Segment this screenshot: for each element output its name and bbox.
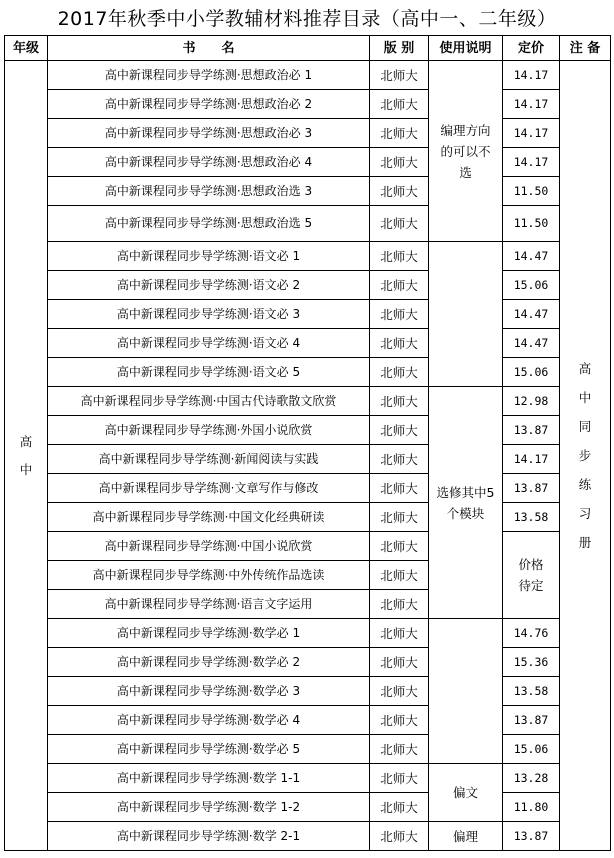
price-cell: 13.58 bbox=[503, 503, 560, 532]
book-name-cell: 高中新课程同步导学练测·外国小说欣赏 bbox=[48, 416, 370, 445]
table-row bbox=[5, 706, 611, 735]
table-row bbox=[5, 329, 611, 358]
usage-note-text: 选修其中5个模块 bbox=[436, 484, 495, 521]
price-cell: 14.47 bbox=[503, 242, 560, 271]
book-name-cell: 高中新课程同步导学练测·思想政治选 3 bbox=[48, 177, 370, 206]
price-cell: 11.80 bbox=[503, 793, 560, 822]
remarks-char: 同 bbox=[578, 419, 592, 434]
usage-note-2 bbox=[429, 387, 503, 619]
edition-cell: 北师大 bbox=[370, 503, 429, 532]
edition-cell: 北师大 bbox=[370, 119, 429, 148]
table-row bbox=[5, 793, 611, 822]
table-row bbox=[5, 242, 611, 271]
edition-cell: 北师大 bbox=[370, 619, 429, 648]
table-row bbox=[5, 177, 611, 206]
book-name-cell: 高中新课程同步导学练测·思想政治必 1 bbox=[48, 61, 370, 90]
price-cell: 14.17 bbox=[503, 445, 560, 474]
book-name-cell: 高中新课程同步导学练测·数学必 5 bbox=[48, 735, 370, 764]
header-price: 定价 bbox=[503, 36, 560, 61]
table-row bbox=[5, 764, 611, 793]
edition-cell: 北师大 bbox=[370, 474, 429, 503]
edition-cell: 北师大 bbox=[370, 677, 429, 706]
table-row bbox=[5, 358, 611, 387]
edition-cell: 北师大 bbox=[370, 329, 429, 358]
remarks-char: 高 bbox=[578, 361, 592, 376]
header-grade: 年级 bbox=[5, 36, 48, 61]
edition-cell: 北师大 bbox=[370, 148, 429, 177]
book-name-cell: 高中新课程同步导学练测·思想政治必 2 bbox=[48, 90, 370, 119]
remarks-char: 册 bbox=[578, 535, 592, 550]
edition-cell: 北师大 bbox=[370, 822, 429, 851]
price-cell: 15.06 bbox=[503, 271, 560, 300]
usage-empty-cell bbox=[429, 242, 503, 387]
price-cell: 14.17 bbox=[503, 90, 560, 119]
book-name-cell: 高中新课程同步导学练测·数学必 3 bbox=[48, 677, 370, 706]
price-cell: 11.50 bbox=[503, 177, 560, 206]
book-name-cell: 高中新课程同步导学练测·语言文字运用 bbox=[48, 590, 370, 619]
header-usage: 使用说明 bbox=[429, 36, 503, 61]
price-cell: 15.36 bbox=[503, 648, 560, 677]
book-name-cell: 高中新课程同步导学练测·中外传统作品选读 bbox=[48, 561, 370, 590]
edition-cell: 北师大 bbox=[370, 61, 429, 90]
book-name-cell: 高中新课程同步导学练测·中国小说欣赏 bbox=[48, 532, 370, 561]
book-name-cell: 高中新课程同步导学练测·语文必 5 bbox=[48, 358, 370, 387]
table-row bbox=[5, 822, 611, 851]
table-row bbox=[5, 503, 611, 532]
header-remarks: 注 备 bbox=[560, 36, 611, 61]
table-row bbox=[5, 119, 611, 148]
price-cell: 14.17 bbox=[503, 119, 560, 148]
table-row bbox=[5, 532, 611, 561]
book-name-cell: 高中新课程同步导学练测·语文必 1 bbox=[48, 242, 370, 271]
table-row bbox=[5, 271, 611, 300]
edition-cell: 北师大 bbox=[370, 735, 429, 764]
usage-note-text: 编理方向的可以不选 bbox=[440, 122, 491, 180]
price-cell: 14.47 bbox=[503, 329, 560, 358]
price-cell: 15.06 bbox=[503, 735, 560, 764]
price-cell: 13.58 bbox=[503, 677, 560, 706]
grade-char: 高 bbox=[19, 433, 33, 449]
usage-note-text: 价格待定 bbox=[518, 557, 544, 593]
book-name-cell: 高中新课程同步导学练测·文章写作与修改 bbox=[48, 474, 370, 503]
book-name-cell: 高中新课程同步导学练测·语文必 2 bbox=[48, 271, 370, 300]
edition-cell: 北师大 bbox=[370, 358, 429, 387]
table-row bbox=[5, 206, 611, 242]
table-row bbox=[5, 677, 611, 706]
book-name-cell: 高中新课程同步导学练测·中国古代诗歌散文欣赏 bbox=[48, 387, 370, 416]
grade-char: 中 bbox=[19, 461, 33, 477]
edition-cell: 北师大 bbox=[370, 445, 429, 474]
table-row bbox=[5, 416, 611, 445]
price-cell: 13.87 bbox=[503, 474, 560, 503]
table-row bbox=[5, 445, 611, 474]
price-cell: 13.87 bbox=[503, 416, 560, 445]
price-cell: 15.06 bbox=[503, 358, 560, 387]
book-name-cell: 高中新课程同步导学练测·数学必 4 bbox=[48, 706, 370, 735]
remarks-char: 中 bbox=[578, 390, 592, 405]
book-name-cell: 高中新课程同步导学练测·数学 1-2 bbox=[48, 793, 370, 822]
price-cell: 14.47 bbox=[503, 300, 560, 329]
price-cell: 13.28 bbox=[503, 764, 560, 793]
table-row bbox=[5, 735, 611, 764]
price-cell: 14.17 bbox=[503, 148, 560, 177]
edition-cell: 北师大 bbox=[370, 590, 429, 619]
remarks-char: 练 bbox=[578, 477, 592, 492]
catalog-table bbox=[4, 35, 611, 851]
edition-cell: 北师大 bbox=[370, 648, 429, 677]
book-name-cell: 高中新课程同步导学练测·数学 1-1 bbox=[48, 764, 370, 793]
book-name-cell: 高中新课程同步导学练测·新闻阅读与实践 bbox=[48, 445, 370, 474]
edition-cell: 北师大 bbox=[370, 300, 429, 329]
book-name-cell: 高中新课程同步导学练测·数学 2-1 bbox=[48, 822, 370, 851]
page-title: 2017年秋季中小学教辅材料推荐目录（高中一、二年级） bbox=[57, 8, 557, 30]
table-row bbox=[5, 90, 611, 119]
table-header-row bbox=[5, 36, 611, 61]
usage-note-4: 偏文 bbox=[429, 764, 503, 822]
remarks-cell bbox=[560, 61, 611, 851]
edition-cell: 北师大 bbox=[370, 90, 429, 119]
edition-cell: 北师大 bbox=[370, 764, 429, 793]
price-cell: 12.98 bbox=[503, 387, 560, 416]
book-name-cell: 高中新课程同步导学练测·语文必 4 bbox=[48, 329, 370, 358]
book-name-cell: 高中新课程同步导学练测·思想政治选 5 bbox=[48, 206, 370, 242]
table-row bbox=[5, 619, 611, 648]
grade-cell bbox=[5, 61, 48, 851]
book-name-cell: 高中新课程同步导学练测·思想政治必 3 bbox=[48, 119, 370, 148]
edition-cell: 北师大 bbox=[370, 206, 429, 242]
header-edition: 版 别 bbox=[370, 36, 429, 61]
usage-empty-cell bbox=[429, 619, 503, 764]
book-name-cell: 高中新课程同步导学练测·数学必 1 bbox=[48, 619, 370, 648]
book-name-cell: 高中新课程同步导学练测·中国文化经典研读 bbox=[48, 503, 370, 532]
table-row bbox=[5, 474, 611, 503]
edition-cell: 北师大 bbox=[370, 177, 429, 206]
edition-cell: 北师大 bbox=[370, 387, 429, 416]
table-row bbox=[5, 300, 611, 329]
edition-cell: 北师大 bbox=[370, 532, 429, 561]
edition-cell: 北师大 bbox=[370, 271, 429, 300]
price-pending-cell bbox=[503, 532, 560, 619]
edition-cell: 北师大 bbox=[370, 242, 429, 271]
price-cell: 13.87 bbox=[503, 706, 560, 735]
table-row bbox=[5, 648, 611, 677]
remarks-char: 步 bbox=[578, 448, 592, 463]
edition-cell: 北师大 bbox=[370, 416, 429, 445]
price-cell: 14.76 bbox=[503, 619, 560, 648]
edition-cell: 北师大 bbox=[370, 793, 429, 822]
edition-cell: 北师大 bbox=[370, 561, 429, 590]
table-row bbox=[5, 148, 611, 177]
book-name-cell: 高中新课程同步导学练测·思想政治必 4 bbox=[48, 148, 370, 177]
book-name-cell: 高中新课程同步导学练测·数学必 2 bbox=[48, 648, 370, 677]
price-cell: 14.17 bbox=[503, 61, 560, 90]
table-row bbox=[5, 387, 611, 416]
edition-cell: 北师大 bbox=[370, 706, 429, 735]
price-cell: 11.50 bbox=[503, 206, 560, 242]
remarks-char: 习 bbox=[578, 506, 592, 521]
price-cell: 13.87 bbox=[503, 822, 560, 851]
header-book-name: 书 名 bbox=[48, 36, 370, 61]
table-row bbox=[5, 61, 611, 90]
usage-note-5: 偏理 bbox=[429, 822, 503, 851]
usage-note-1 bbox=[429, 61, 503, 242]
book-name-cell: 高中新课程同步导学练测·语文必 3 bbox=[48, 300, 370, 329]
